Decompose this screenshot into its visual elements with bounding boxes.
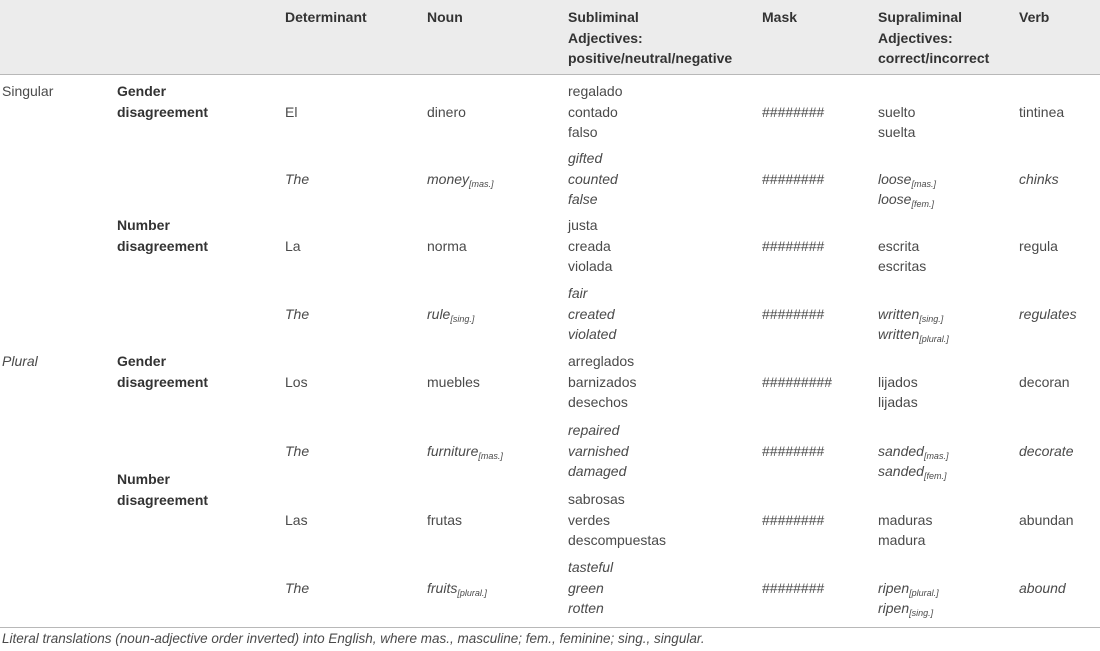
determinant-cell: Los: [285, 373, 308, 390]
determinant-cell: The: [285, 442, 310, 459]
subliminal-adjectives-cell: [568, 148, 618, 210]
adjective: falso: [568, 124, 598, 140]
adjective: ripen$_{[plural.]}$: [878, 579, 939, 598]
mask-cell: ########: [762, 511, 825, 528]
adjective: tasteful: [568, 559, 614, 575]
subliminal-adjectives-cell: [568, 81, 623, 143]
subgroup-number-disagreement: Number disagreement: [117, 217, 209, 254]
adjective: damaged: [568, 463, 627, 479]
verb-cell: decoran: [1019, 373, 1070, 390]
noun-cell: fruits$_{[plural.]}$: [427, 579, 487, 598]
adjective: descompuestas: [568, 532, 667, 548]
group-plural: Plural: [2, 353, 38, 369]
adjective: false: [568, 191, 598, 207]
verb-cell: regulates: [1019, 305, 1077, 322]
noun-cell: money$_{[mas.]}$: [427, 170, 494, 189]
determinant-cell: La: [285, 237, 301, 254]
supraliminal-adjectives-cell: [878, 372, 918, 413]
group-singular: Singular: [2, 83, 54, 99]
noun-cell: norma: [427, 237, 467, 254]
subliminal-adjectives-cell: [568, 351, 637, 413]
supraliminal-adjectives-cell: [878, 441, 948, 482]
adjective: justa: [568, 217, 598, 233]
supraliminal-adjectives-cell: [878, 236, 926, 277]
verb-cell: abound: [1019, 579, 1066, 596]
determinant-cell: The: [285, 170, 310, 187]
mask-cell: ########: [762, 305, 825, 322]
determinant-cell: The: [285, 305, 310, 322]
adjective: suelto: [878, 103, 916, 120]
subgroup-number-disagreement: Number disagreement: [117, 471, 209, 508]
verb-cell: chinks: [1019, 170, 1059, 187]
determinant-cell: The: [285, 579, 310, 596]
adjective: gifted: [568, 150, 603, 166]
subliminal-adjectives-cell: [568, 557, 613, 619]
adjective: green: [568, 579, 604, 596]
subgroup-gender-disagreement: Gender disagreement: [117, 353, 209, 390]
subliminal-adjectives-cell: [568, 489, 666, 551]
adjective: arreglados: [568, 353, 635, 369]
adjective: repaired: [568, 422, 620, 438]
adjective: loose$_{[mas.]}$: [878, 170, 936, 189]
adjective: desechos: [568, 394, 628, 410]
supraliminal-adjectives-cell: [878, 304, 949, 345]
supraliminal-adjectives-cell: [878, 578, 939, 619]
adjective: loose$_{[fem.]}$: [878, 191, 934, 209]
header-noun: Noun: [427, 9, 463, 25]
adjective: lijados: [878, 373, 918, 390]
adjective: contado: [568, 103, 618, 120]
determinant-cell: El: [285, 103, 298, 120]
subliminal-adjectives-cell: [568, 283, 616, 345]
supraliminal-adjectives-cell: [878, 169, 936, 210]
subliminal-adjectives-cell: [568, 215, 612, 277]
adjective: escrita: [878, 237, 920, 254]
mask-cell: ########: [762, 237, 825, 254]
adjective: suelta: [878, 124, 916, 140]
adjective: fair: [568, 285, 588, 301]
header-determinant: Determinant: [285, 9, 367, 25]
noun-cell: furniture$_{[mas.]}$: [427, 442, 503, 461]
header-subliminal: Subliminal Adjectives: positive/neutral/negative: [568, 9, 733, 66]
noun-cell: frutas: [427, 511, 463, 528]
mask-cell: #########: [762, 373, 833, 390]
mask-cell: ########: [762, 170, 825, 187]
header-rule: [0, 74, 1100, 75]
adjective: escritas: [878, 258, 927, 274]
noun-cell: muebles: [427, 373, 480, 390]
determinant-cell: Las: [285, 511, 308, 528]
noun-cell: rule$_{[sing.]}$: [427, 305, 475, 324]
supraliminal-adjectives-cell: [878, 102, 915, 143]
adjective: regalado: [568, 83, 623, 99]
verb-cell: tintinea: [1019, 103, 1065, 120]
header-verb: Verb: [1019, 9, 1050, 25]
adjective: sabrosas: [568, 491, 625, 507]
adjective: created: [568, 305, 615, 322]
mask-cell: ########: [762, 579, 825, 596]
adjective: written$_{[sing.]}$: [878, 305, 944, 324]
adjective: sanded$_{[mas.]}$: [878, 442, 949, 461]
noun-cell: dinero: [427, 103, 466, 120]
adjective: ripen$_{[sing.]}$: [878, 600, 934, 618]
verb-cell: regula: [1019, 237, 1058, 254]
adjective: sanded$_{[fem.]}$: [878, 463, 947, 481]
table-footnote: Literal translations (noun-adjective order inverted) into English, where mas., masculine; fem., feminine; sing., singular.: [2, 631, 705, 646]
adjective: varnished: [568, 442, 629, 459]
adjective: creada: [568, 237, 611, 254]
adjective: written$_{[plural.]}$: [878, 326, 949, 344]
header-mask: Mask: [762, 9, 798, 25]
subliminal-adjectives-cell: [568, 420, 629, 482]
verb-cell: abundan: [1019, 511, 1074, 528]
adjective: verdes: [568, 511, 611, 528]
subgroup-gender-disagreement: Gender disagreement: [117, 83, 209, 120]
adjective: lijadas: [878, 394, 918, 410]
adjective: madura: [878, 532, 926, 548]
adjective: violada: [568, 258, 613, 274]
adjective: barnizados: [568, 373, 637, 390]
header-supraliminal: Supraliminal Adjectives: correct/incorrect: [878, 9, 990, 66]
adjective: rotten: [568, 600, 604, 616]
footer-rule: [0, 627, 1100, 628]
adjective: counted: [568, 170, 618, 187]
adjective: violated: [568, 326, 617, 342]
supraliminal-adjectives-cell: [878, 510, 932, 551]
mask-cell: ########: [762, 103, 825, 120]
adjective: maduras: [878, 511, 933, 528]
verb-cell: decorate: [1019, 442, 1074, 459]
mask-cell: ########: [762, 442, 825, 459]
